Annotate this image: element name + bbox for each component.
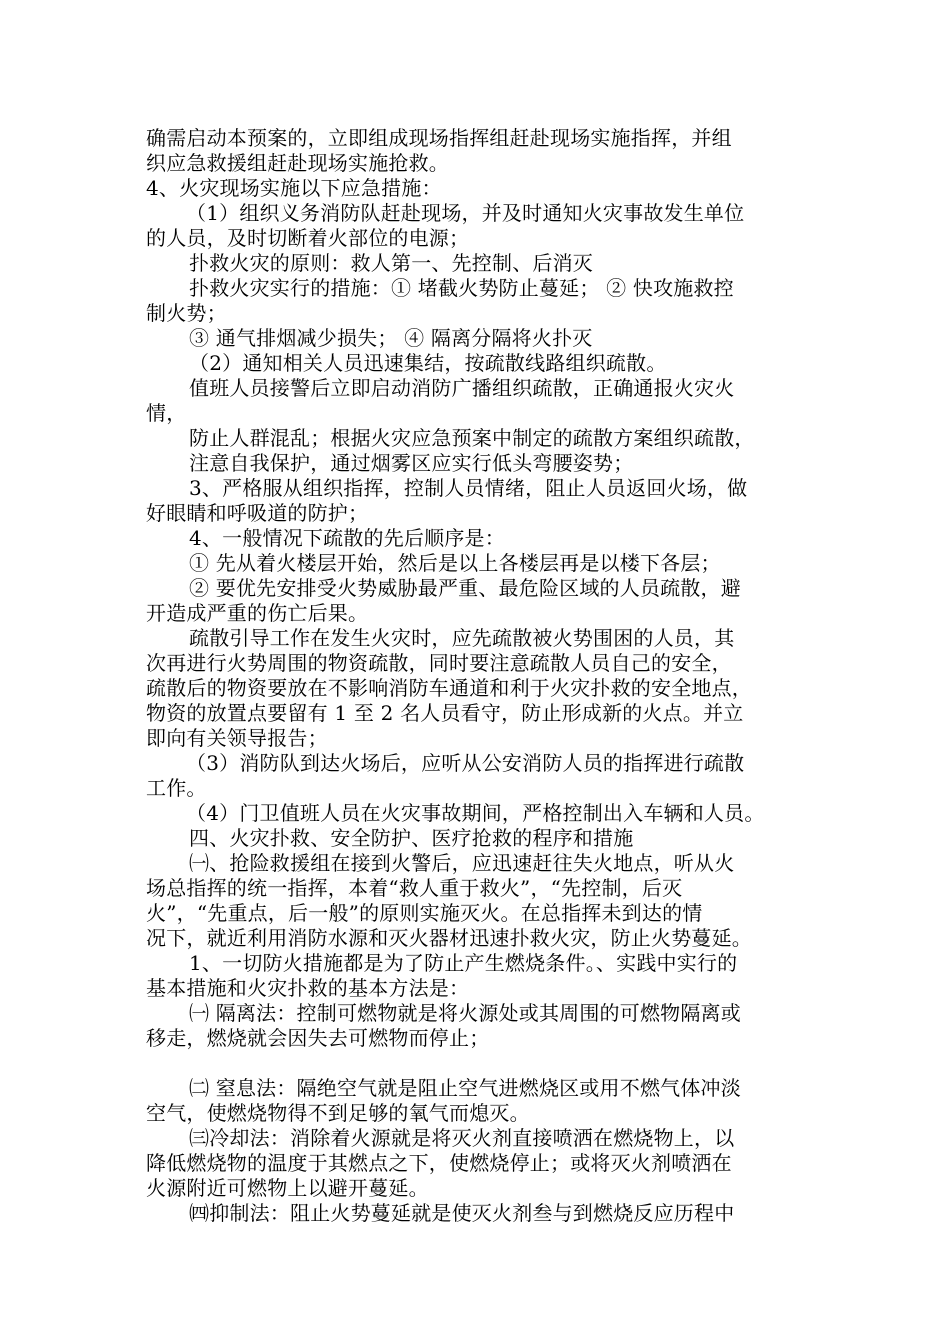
text-line: 防止人群混乱；根据火灾应急预案中制定的疏散方案组织疏散， [189,426,755,450]
text-line: 开造成严重的伤亡后果。 [146,601,369,625]
text-line: 3、严格服从组织指挥，控制人员情绪，阻止人员返回火场，做 [189,476,748,500]
text-line: 扑救火灾的原则：救人第一、先控制、后消灭 [189,251,593,275]
text-line: 火源附近可燃物上以避开蔓延。 [146,1176,429,1200]
text-line: 疏散引导工作在发生火灾时，应先疏散被火势围困的人员，其 [189,626,735,650]
text-line: 制火势； [146,301,227,325]
text-line: （2）通知相关人员迅速集结，按疏散线路组织疏散。 [189,351,667,375]
text-line: 织应急救援组赶赴现场实施抢救。 [146,151,449,175]
text-line: 扑救火灾实行的措施：① 堵截火势防止蔓延； ② 快攻施救控 [189,276,734,300]
text-line: ㈣抑制法：阻止火势蔓延就是使灭火剂叁与到燃烧反应历程中 [189,1201,735,1225]
text-line: （3）消防队到达火场后，应听从公安消防人员的指挥进行疏散 [186,751,745,775]
text-line: 4、一般情况下疏散的先后顺序是： [189,526,505,550]
text-line: 降低燃烧物的温度于其燃点之下，使燃烧停止；或将灭火剂喷洒在 [146,1151,732,1175]
text-line: ㈠ 隔离法：控制可燃物就是将火源处或其周围的可燃物隔离或 [189,1001,741,1025]
text-line: 注意自我保护，通过烟雾区应实行低头弯腰姿势； [189,451,634,475]
text-line: ㈡ 窒息法：隔绝空气就是阻止空气进燃烧区或用不燃气体冲淡 [189,1076,741,1100]
text-line: 情， [146,401,187,425]
text-line: 次再进行火势周围的物资疏散，同时要注意疏散人员自己的安全， [146,651,732,675]
text-line: ③ 通气排烟减少损失； ④ 隔离分隔将火扑灭 [189,326,593,350]
text-line: 空气，使燃烧物得不到足够的氧气而熄灭。 [146,1101,530,1125]
text-line: 物资的放置点要留有 1 至 2 名人员看守，防止形成新的火点。并立 [146,701,744,725]
text-line: （1）组织义务消防队赶赴现场，并及时通知火灾事故发生单位 [186,201,745,225]
text-line: 火”，“先重点，后一般”的原则实施灭火。在总指挥未到达的情 [146,901,703,925]
text-line: ㈢冷却法：消除着火源就是将灭火剂直接喷洒在燃烧物上，以 [189,1126,735,1150]
text-line: ① 先从着火楼层开始，然后是以上各楼层再是以楼下各层； [189,551,721,575]
text-line: 即向有关领导报告； [146,726,328,750]
text-line: 好眼睛和呼吸道的防护； [146,501,369,525]
text-line: 移走，燃烧就会因失去可燃物而停止； [146,1026,490,1050]
text-line: （4）门卫值班人员在火灾事故期间，严格控制出入车辆和人员。 [186,801,765,825]
text-line: 四、火灾扑救、安全防护、医疗抢救的程序和措施 [189,826,634,850]
text-line: 值班人员接警后立即启动消防广播组织疏散，正确通报火灾火 [189,376,735,400]
text-line: 工作。 [146,776,207,800]
text-line: ㈠、抢险救援组在接到火警后，应迅速赶往失火地点，听从火 [189,851,735,875]
text-line: 1、一切防火措施都是为了防止产生燃烧条件。、实践中实行的 [189,951,738,975]
text-line: 基本措施和火灾扑救的基本方法是： [146,976,470,1000]
text-line: ② 要优先安排受火势威胁最严重、最危险区域的人员疏散，避 [189,576,741,600]
text-line: 疏散后的物资要放在不影响消防车通道和利于火灾扑救的安全地点， [146,676,752,700]
text-line: 确需启动本预案的，立即组成现场指挥组赶赴现场实施指挥，并组 [146,126,732,150]
text-line: 的人员，及时切断着火部位的电源； [146,226,470,250]
text-line: 4、火灾现场实施以下应急措施： [146,176,442,200]
text-line: 场总指挥的统一指挥，本着“救人重于救火”，“先控制，后灭 [146,876,683,900]
text-line: 况下，就近利用消防水源和灭火器材迅速扑救火灾，防止火势蔓延。 [146,926,752,950]
